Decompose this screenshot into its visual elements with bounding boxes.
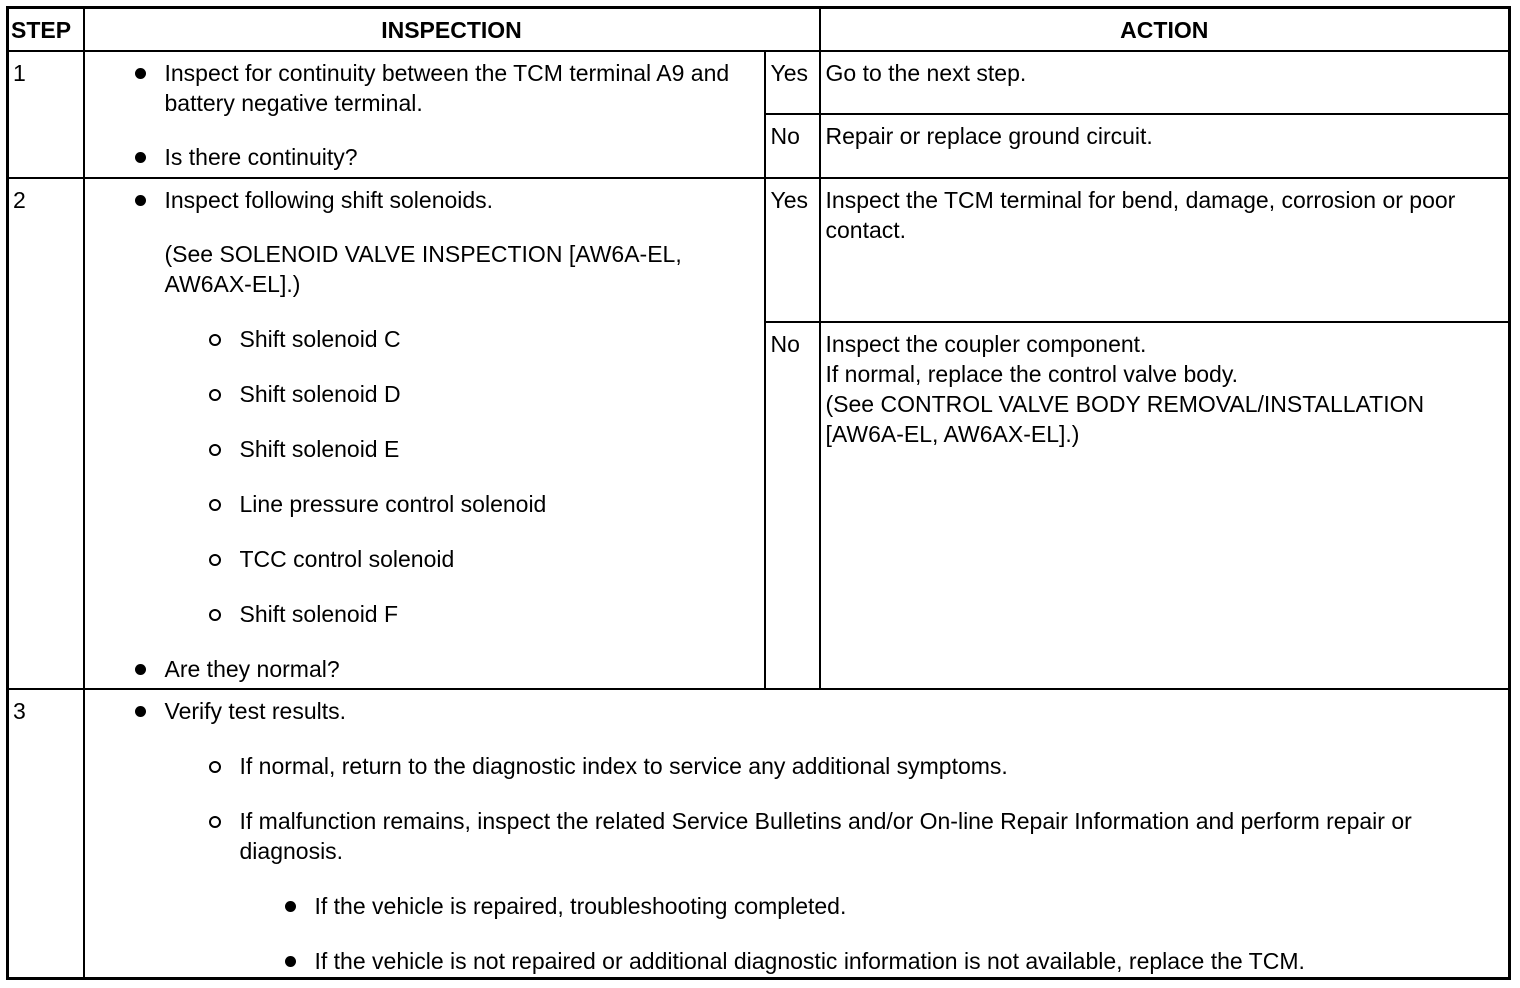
step2-sub-item-text: Shift solenoid E <box>239 436 400 462</box>
step2-yes-label: Yes <box>765 178 820 322</box>
step2-sub-item <box>85 379 754 409</box>
step2-bullet-main <box>85 185 754 215</box>
step2-no-action-3: (See CONTROL VALVE BODY REMOVAL/INSTALLATION [AW6A-EL, AW6AX-EL].) <box>825 391 1425 447</box>
bullet-icon <box>135 706 146 717</box>
step3-sub-item-2-text: If malfunction remains, inspect the related Service Bulletins and/or On-line Repair Information and perform repair or diagnosis. <box>239 808 1412 864</box>
circle-bullet-icon <box>209 499 221 511</box>
step2-yes-action: Inspect the TCM terminal for bend, damage, corrosion or poor contact. <box>820 178 1510 322</box>
step2-sub-item-text: TCC control solenoid <box>239 546 455 572</box>
step2-no-action <box>820 322 1510 689</box>
step3-sub-item-2 <box>85 806 1499 866</box>
step1-bullet-1-text: Inspect for continuity between the TCM terminal A9 and battery negative terminal. <box>164 60 730 116</box>
step2-sub-item-text: Shift solenoid F <box>239 601 399 627</box>
step3-sub-item-1 <box>85 751 1499 781</box>
step2-sub-item-text: Shift solenoid D <box>239 381 401 407</box>
bullet-icon <box>135 68 146 79</box>
bullet-icon <box>135 195 146 206</box>
diagnostic-procedure-table <box>6 6 1511 980</box>
step3-subsub-item-1-text: If the vehicle is repaired, troubleshooting completed. <box>314 893 847 919</box>
step3-content <box>84 689 1510 979</box>
step3-row <box>8 689 1510 979</box>
circle-bullet-icon <box>209 389 221 401</box>
step2-no-action-1: Inspect the coupler component. <box>825 331 1147 357</box>
step2-sub-item <box>85 434 754 464</box>
step2-see-ref-text: (See SOLENOID VALVE INSPECTION [AW6A-EL, AW6AX-EL].) <box>164 241 682 297</box>
step3-number: 3 <box>8 689 84 979</box>
step1-inspection <box>84 51 765 178</box>
step1-row-yes <box>8 51 1510 114</box>
step1-no-label: No <box>765 114 820 178</box>
step2-question <box>85 654 754 684</box>
step2-sub-item <box>85 489 754 519</box>
header-action: ACTION <box>820 8 1510 52</box>
circle-bullet-icon <box>209 816 221 828</box>
step1-yes-label: Yes <box>765 51 820 114</box>
step1-number: 1 <box>8 51 84 178</box>
step1-bullet-2-text: Is there continuity? <box>164 144 358 170</box>
step2-sub-item <box>85 324 754 354</box>
step2-sub-item-text: Shift solenoid C <box>239 326 401 352</box>
header-inspection: INSPECTION <box>84 8 820 52</box>
step2-question-text: Are they normal? <box>164 656 340 682</box>
step3-bullet-main-text: Verify test results. <box>164 698 347 724</box>
step3-bullet-main <box>85 696 1499 726</box>
step3-subsub-item-2 <box>85 946 1499 976</box>
step2-row-yes <box>8 178 1510 322</box>
step2-inspection <box>84 178 765 689</box>
bullet-icon <box>135 152 146 163</box>
bullet-icon <box>135 664 146 675</box>
step3-subsub-item-2-text: If the vehicle is not repaired or additional diagnostic information is not available, replace the TCM. <box>314 948 1305 974</box>
step2-sub-item <box>85 544 754 574</box>
header-step: STEP <box>8 8 84 52</box>
bullet-icon <box>285 956 296 967</box>
header-row <box>8 8 1510 52</box>
step3-subsub-item-1 <box>85 891 1499 921</box>
step2-sub-item-text: Line pressure control solenoid <box>239 491 547 517</box>
step3-sub-item-1-text: If normal, return to the diagnostic index to service any additional symptoms. <box>239 753 1008 779</box>
circle-bullet-icon <box>209 609 221 621</box>
step2-no-label: No <box>765 322 820 689</box>
circle-bullet-icon <box>209 554 221 566</box>
bullet-icon <box>285 901 296 912</box>
step2-bullet-main-text: Inspect following shift solenoids. <box>164 187 494 213</box>
step2-see-ref <box>85 239 754 299</box>
step2-sub-item <box>85 599 754 629</box>
step2-no-action-2: If normal, replace the control valve body. <box>825 361 1239 387</box>
step1-yes-action: Go to the next step. <box>820 51 1510 114</box>
step1-no-action: Repair or replace ground circuit. <box>820 114 1510 178</box>
circle-bullet-icon <box>209 761 221 773</box>
circle-bullet-icon <box>209 444 221 456</box>
circle-bullet-icon <box>209 334 221 346</box>
step1-bullet-2 <box>85 142 754 172</box>
step1-bullet-1 <box>85 58 754 118</box>
step2-number: 2 <box>8 178 84 689</box>
